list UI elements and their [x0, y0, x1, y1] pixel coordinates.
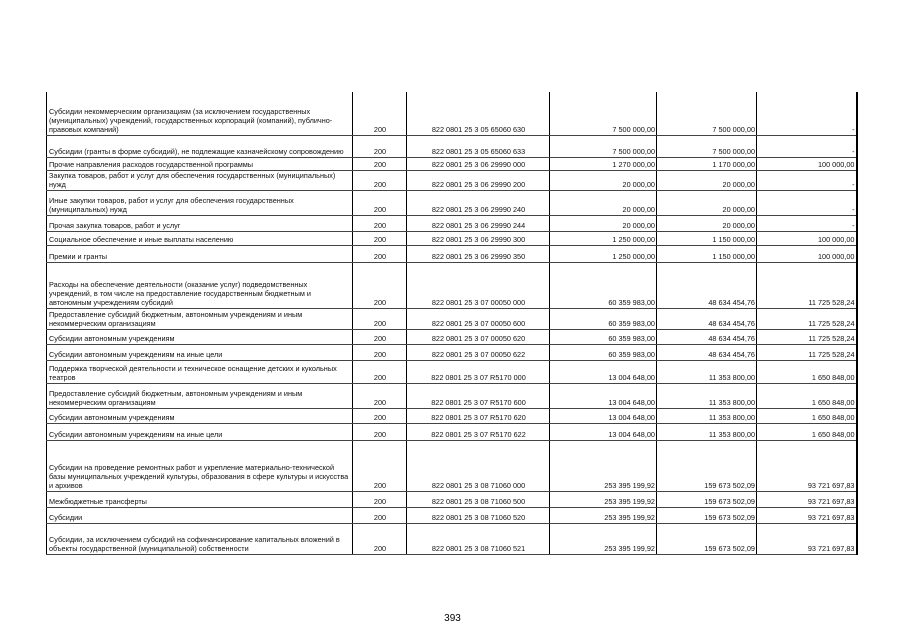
row-plan-cell: 13 004 648,00 [550, 408, 657, 423]
table-row [47, 383, 857, 408]
row-executed-cell: 1 170 000,00 [657, 157, 757, 170]
row-remainder-cell: 93 721 697,83 [757, 491, 857, 507]
row-remainder-cell: - [757, 92, 857, 135]
row-executed-cell: 11 353 800,00 [657, 408, 757, 423]
row-kbk-cell: 822 0801 25 3 06 29990 244 [407, 215, 550, 231]
row-kbk-cell: 822 0801 25 3 06 29990 300 [407, 231, 550, 245]
row-executed-cell: 1 150 000,00 [657, 245, 757, 262]
row-name-cell: Субсидии автономным учреждениям [47, 329, 353, 344]
row-remainder-cell: 11 725 528,24 [757, 329, 857, 344]
row-plan-cell: 1 250 000,00 [550, 245, 657, 262]
row-executed-cell: 20 000,00 [657, 190, 757, 215]
row-remainder-cell: 1 650 848,00 [757, 360, 857, 383]
table-row [47, 523, 857, 554]
row-name-cell: Поддержка творческой деятельности и техническое оснащение детских и кукольных театров [47, 360, 353, 383]
row-code-cell: 200 [353, 408, 407, 423]
row-code-cell: 200 [353, 440, 407, 491]
row-kbk-cell: 822 0801 25 3 07 R5170 620 [407, 408, 550, 423]
row-executed-cell: 159 673 502,09 [657, 507, 757, 523]
row-remainder-cell: 93 721 697,83 [757, 440, 857, 491]
row-remainder-cell: 11 725 528,24 [757, 262, 857, 308]
row-plan-cell: 7 500 000,00 [550, 92, 657, 135]
row-kbk-cell: 822 0801 25 3 07 00050 622 [407, 344, 550, 360]
row-code-cell: 200 [353, 523, 407, 554]
table-row [47, 423, 857, 440]
row-code-cell: 200 [353, 245, 407, 262]
page-number: 393 [444, 613, 461, 624]
table-row [47, 491, 857, 507]
row-plan-cell: 20 000,00 [550, 190, 657, 215]
row-code-cell: 200 [353, 383, 407, 408]
table-row [47, 170, 857, 190]
row-plan-cell: 13 004 648,00 [550, 360, 657, 383]
row-remainder-cell: - [757, 135, 857, 157]
row-plan-cell: 60 359 983,00 [550, 262, 657, 308]
table-row [47, 344, 857, 360]
table-row [47, 245, 857, 262]
row-code-cell: 200 [353, 329, 407, 344]
row-kbk-cell: 822 0801 25 3 08 71060 521 [407, 523, 550, 554]
row-kbk-cell: 822 0801 25 3 06 29990 240 [407, 190, 550, 215]
row-remainder-cell: 11 725 528,24 [757, 344, 857, 360]
row-code-cell: 200 [353, 423, 407, 440]
row-kbk-cell: 822 0801 25 3 05 65060 630 [407, 92, 550, 135]
row-plan-cell: 253 395 199,92 [550, 440, 657, 491]
row-plan-cell: 20 000,00 [550, 170, 657, 190]
row-name-cell: Межбюджетные трансферты [47, 491, 353, 507]
row-executed-cell: 11 353 800,00 [657, 360, 757, 383]
row-remainder-cell: 100 000,00 [757, 157, 857, 170]
row-name-cell: Субсидии автономным учреждениям на иные цели [47, 423, 353, 440]
row-name-cell: Субсидии, за исключением субсидий на софинансирование капитальных вложений в объекты государственной (муниципальной) собственности [47, 523, 353, 554]
row-code-cell: 200 [353, 231, 407, 245]
row-plan-cell: 60 359 983,00 [550, 344, 657, 360]
row-executed-cell: 48 634 454,76 [657, 329, 757, 344]
row-kbk-cell: 822 0801 25 3 05 65060 633 [407, 135, 550, 157]
row-kbk-cell: 822 0801 25 3 06 29990 000 [407, 157, 550, 170]
row-name-cell: Иные закупки товаров, работ и услуг для обеспечения государственных (муниципальных) нужд [47, 190, 353, 215]
table-row [47, 190, 857, 215]
row-remainder-cell: 1 650 848,00 [757, 423, 857, 440]
table-row [47, 135, 857, 157]
table-row [47, 215, 857, 231]
row-code-cell: 200 [353, 92, 407, 135]
row-executed-cell: 1 150 000,00 [657, 231, 757, 245]
row-plan-cell: 13 004 648,00 [550, 423, 657, 440]
row-kbk-cell: 822 0801 25 3 08 71060 000 [407, 440, 550, 491]
row-name-cell: Прочие направления расходов государственной программы [47, 157, 353, 170]
row-executed-cell: 159 673 502,09 [657, 491, 757, 507]
row-name-cell: Социальное обеспечение и иные выплаты населению [47, 231, 353, 245]
row-remainder-cell: - [757, 170, 857, 190]
row-remainder-cell: 11 725 528,24 [757, 308, 857, 329]
row-kbk-cell: 822 0801 25 3 07 R5170 600 [407, 383, 550, 408]
table-body [47, 92, 857, 554]
row-code-cell: 200 [353, 157, 407, 170]
row-code-cell: 200 [353, 190, 407, 215]
row-kbk-cell: 822 0801 25 3 07 R5170 622 [407, 423, 550, 440]
row-plan-cell: 7 500 000,00 [550, 135, 657, 157]
row-code-cell: 200 [353, 344, 407, 360]
row-remainder-cell: - [757, 215, 857, 231]
table-row [47, 157, 857, 170]
table-row [47, 231, 857, 245]
row-name-cell: Субсидии автономным учреждениям [47, 408, 353, 423]
row-kbk-cell: 822 0801 25 3 07 00050 620 [407, 329, 550, 344]
row-executed-cell: 20 000,00 [657, 215, 757, 231]
row-plan-cell: 13 004 648,00 [550, 383, 657, 408]
row-code-cell: 200 [353, 135, 407, 157]
row-executed-cell: 48 634 454,76 [657, 262, 757, 308]
table-row [47, 360, 857, 383]
row-executed-cell: 48 634 454,76 [657, 308, 757, 329]
row-code-cell: 200 [353, 170, 407, 190]
row-kbk-cell: 822 0801 25 3 06 29990 200 [407, 170, 550, 190]
row-executed-cell: 7 500 000,00 [657, 92, 757, 135]
row-code-cell: 200 [353, 308, 407, 329]
table-row [47, 408, 857, 423]
row-name-cell: Субсидии некоммерческим организациям (за исключением государственных (муниципальных) учреждений, государственных корпораций (компаний), публично-правовых компаний) [47, 92, 353, 135]
row-remainder-cell: 100 000,00 [757, 245, 857, 262]
row-plan-cell: 60 359 983,00 [550, 308, 657, 329]
row-executed-cell: 11 353 800,00 [657, 423, 757, 440]
row-kbk-cell: 822 0801 25 3 06 29990 350 [407, 245, 550, 262]
table-row [47, 507, 857, 523]
row-kbk-cell: 822 0801 25 3 07 R5170 000 [407, 360, 550, 383]
row-plan-cell: 253 395 199,92 [550, 491, 657, 507]
row-kbk-cell: 822 0801 25 3 07 00050 000 [407, 262, 550, 308]
table-row [47, 440, 857, 491]
row-name-cell: Субсидии (гранты в форме субсидий), не подлежащие казначейскому сопровождению [47, 135, 353, 157]
row-remainder-cell: 93 721 697,83 [757, 523, 857, 554]
row-remainder-cell: 93 721 697,83 [757, 507, 857, 523]
table-row [47, 329, 857, 344]
row-remainder-cell: 100 000,00 [757, 231, 857, 245]
row-kbk-cell: 822 0801 25 3 08 71060 520 [407, 507, 550, 523]
row-remainder-cell: - [757, 190, 857, 215]
row-plan-cell: 1 250 000,00 [550, 231, 657, 245]
row-executed-cell: 11 353 800,00 [657, 383, 757, 408]
row-plan-cell: 253 395 199,92 [550, 507, 657, 523]
row-code-cell: 200 [353, 507, 407, 523]
table-row [47, 308, 857, 329]
row-executed-cell: 159 673 502,09 [657, 523, 757, 554]
row-name-cell: Предоставление субсидий бюджетным, автономным учреждениям и иным некоммерческим организациям [47, 383, 353, 408]
row-kbk-cell: 822 0801 25 3 07 00050 600 [407, 308, 550, 329]
row-plan-cell: 1 270 000,00 [550, 157, 657, 170]
row-name-cell: Предоставление субсидий бюджетным, автономным учреждениям и иным некоммерческим организациям [47, 308, 353, 329]
row-code-cell: 200 [353, 491, 407, 507]
table-row [47, 92, 857, 135]
row-plan-cell: 253 395 199,92 [550, 523, 657, 554]
row-code-cell: 200 [353, 262, 407, 308]
row-code-cell: 200 [353, 215, 407, 231]
row-remainder-cell: 1 650 848,00 [757, 383, 857, 408]
row-name-cell: Закупка товаров, работ и услуг для обеспечения государственных (муниципальных) нужд [47, 170, 353, 190]
row-name-cell: Субсидии на проведение ремонтных работ и укрепление материально-технической базы муниципальных учреждений культуры, образования в сфере культуры и искусства и архивов [47, 440, 353, 491]
row-executed-cell: 20 000,00 [657, 170, 757, 190]
table-row [47, 262, 857, 308]
row-code-cell: 200 [353, 360, 407, 383]
row-kbk-cell: 822 0801 25 3 08 71060 500 [407, 491, 550, 507]
row-name-cell: Субсидии [47, 507, 353, 523]
row-executed-cell: 7 500 000,00 [657, 135, 757, 157]
row-name-cell: Субсидии автономным учреждениям на иные цели [47, 344, 353, 360]
row-executed-cell: 159 673 502,09 [657, 440, 757, 491]
row-remainder-cell: 1 650 848,00 [757, 408, 857, 423]
row-executed-cell: 48 634 454,76 [657, 344, 757, 360]
row-name-cell: Премии и гранты [47, 245, 353, 262]
row-name-cell: Расходы на обеспечение деятельности (оказание услуг) подведомственных учреждений, в том числе на предоставление государственным бюджетным и автономным учреждениям субсидий [47, 262, 353, 308]
row-name-cell: Прочая закупка товаров, работ и услуг [47, 215, 353, 231]
row-plan-cell: 60 359 983,00 [550, 329, 657, 344]
row-plan-cell: 20 000,00 [550, 215, 657, 231]
budget-execution-table [46, 92, 858, 555]
